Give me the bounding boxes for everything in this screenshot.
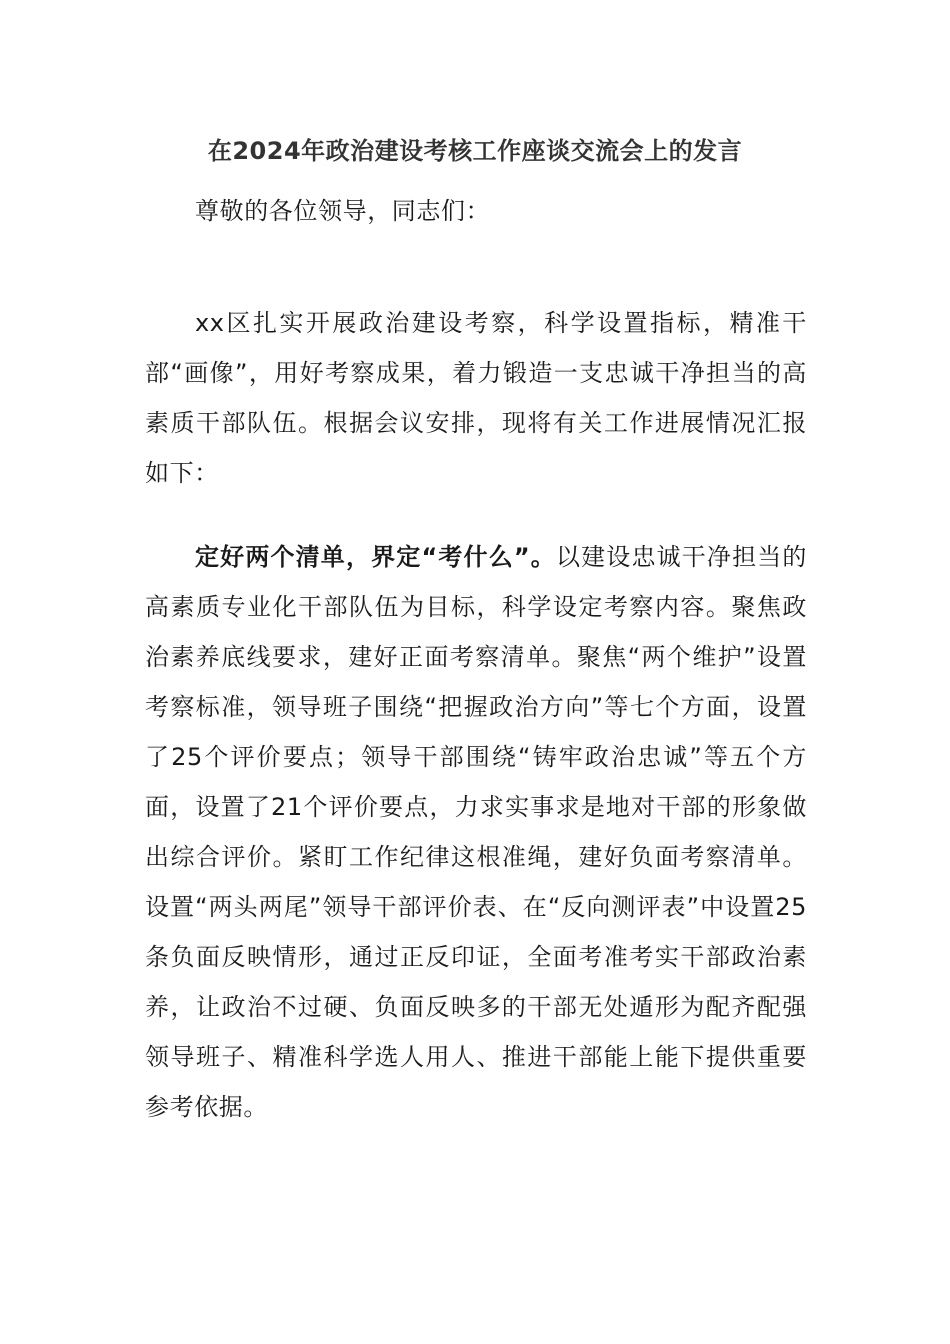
intro-paragraph: xx区扎实开展政治建设考察，科学设置指标，精准干部“画像”，用好考察成果，着力锻造一支忠诚干净担当的高素质干部队伍。根据会议安排，现将有关工作进展情况汇报如下： xyxy=(145,309,807,487)
section-lead: 定好两个清单，界定“考什么”。 xyxy=(195,543,556,571)
section-paragraph xyxy=(145,532,807,1132)
document-title: 在2024年政治建设考核工作座谈交流会上的发言 xyxy=(207,137,743,165)
greeting-paragraph: 尊敬的各位领导，同志们： xyxy=(195,197,491,225)
section-body: 以建设忠诚干净担当的高素质专业化干部队伍为目标，科学设定考察内容。聚焦政治素养底线要求，建好正面考察清单。聚焦“两个维护”设置考察标准，领导班子围绕“把握政治方向”等七个方面，设置了25个评价要点；领导干部围绕“铸牢政治忠诚”等五个方面，设置了21个评价要点，力求实事求是地对干部的形象做出综合评价。紧盯工作纪律这根准绳，建好负面考察清单。设置“两头两尾”领导干部评价表、在“反向测评表”中设置25条负面反映情形，通过正反印证，全面考准考实干部政治素养，让政治不过硬、负面反映多的干部无处遁形为配齐配强领导班子、精准科学选人用人、推进干部能上能下提供重要参考依据。 xyxy=(145,543,808,1121)
